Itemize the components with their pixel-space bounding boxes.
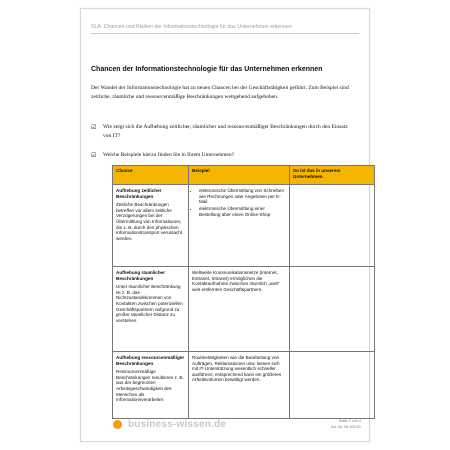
chance-cell xyxy=(113,352,189,419)
example-list xyxy=(192,188,286,217)
question-1 xyxy=(91,123,356,141)
logo-dot-icon xyxy=(113,420,122,429)
question-2 xyxy=(91,151,356,160)
chance-title: Aufhebung zeitlicher Beschränkungen xyxy=(116,188,162,199)
table-row xyxy=(113,185,375,267)
company-cell[interactable] xyxy=(290,352,375,419)
company-cell[interactable] xyxy=(290,267,375,352)
page-number: Seite 2 von 4 xyxy=(338,419,361,423)
header-divider xyxy=(91,33,359,34)
chance-cell xyxy=(113,185,189,267)
chance-title: Aufhebung räumlicher Beschränkungen xyxy=(116,270,166,281)
page-header: SLA: Chancen und Risiken der Informationstechnologie für das Unternehmen erkennen xyxy=(91,24,292,30)
example-cell: Weltweite Kommunikationsnetze (Internet, Extranet, Intranet) ermöglichen die Kontaktaufnahme zwischen räumlich „weit“ weit entfernten Geschäftspartnern. xyxy=(189,267,290,352)
chance-description: Unter räumlicher Beschränkung ist z. B. das Nichtzustandekommen von Kontakten zwischen potenziellen Geschäftspartnern aufgrund zu großer räumlicher Distanz zu verstehen. xyxy=(116,284,183,323)
intro-paragraph: Der Wandel der Informationstechnologie hat zu neuen Chancen bei der Geschäftstätigkeit geführt. Zum Beispiel sind zeitliche, räumliche und ressourcenmäßige Beschränkungen weitgehend aufgehoben. xyxy=(91,85,349,100)
column-header-company: So ist das in unserem Unternehmen xyxy=(290,166,375,185)
table-header-row xyxy=(113,166,375,185)
checkbox-icon: ☑ xyxy=(91,152,97,159)
column-header-chance: Chance xyxy=(113,166,189,185)
example-cell: Routinetätigkeiten wie die Bearbeitung von Aufträgen, Reklamationen usw. lassen sich mit IT-Unterstützung wesentlich schneller ausführen; entsprechend kann ein größeres Arbeitsvolumen bewältigt werden. xyxy=(189,352,290,419)
question-text: Wie zeigt sich die Aufhebung zeitlicher, räumlicher und ressourcenmäßiger Beschränkungen durch den Einsatz von IT? xyxy=(103,124,348,139)
example-item: • elektronische Übermittlung einer Bestellung über einen Online-Shop xyxy=(199,206,286,217)
chance-cell xyxy=(113,267,189,352)
company-cell[interactable] xyxy=(290,185,375,267)
page-title: Chancen der Informationstechnologie für das Unternehmen erkennen xyxy=(91,66,323,73)
document-page xyxy=(80,8,370,442)
example-cell xyxy=(189,185,290,267)
checkbox-icon: ☑ xyxy=(91,124,97,131)
article-number: Art.-Nr. 06.100.01 xyxy=(331,425,361,429)
chance-description: Ressourcenmäßige Beschränkungen resultieren z. B. aus der begrenzten Arbeitsgeschwindigkeit des Menschen als Informationsverarbeiter. xyxy=(116,369,184,403)
footer-logo[interactable] xyxy=(113,419,226,430)
table-row xyxy=(113,352,375,419)
column-header-example: Beispiel xyxy=(189,166,290,185)
logo-text: business-wissen.de xyxy=(128,419,227,430)
table-row xyxy=(113,267,375,352)
chance-description: Zeitliche Beschränkungen betreffen vor allem zeitliche Verzögerungen bei der Übermittlung von Informationen, die z. B. durch den physischen Informationstransport verursacht werden. xyxy=(116,202,183,241)
example-item: • elektronische Übermittlung von Schreiben wie Rechnungen oder Angeboten per E-Mail xyxy=(199,188,286,205)
question-text: Welche Beispiele hierzu finden Sie in Ihrem Unternehmen? xyxy=(103,152,235,158)
chances-table xyxy=(112,165,375,419)
chance-title: Aufhebung ressourcenmäßiger Beschränkungen xyxy=(116,355,185,366)
